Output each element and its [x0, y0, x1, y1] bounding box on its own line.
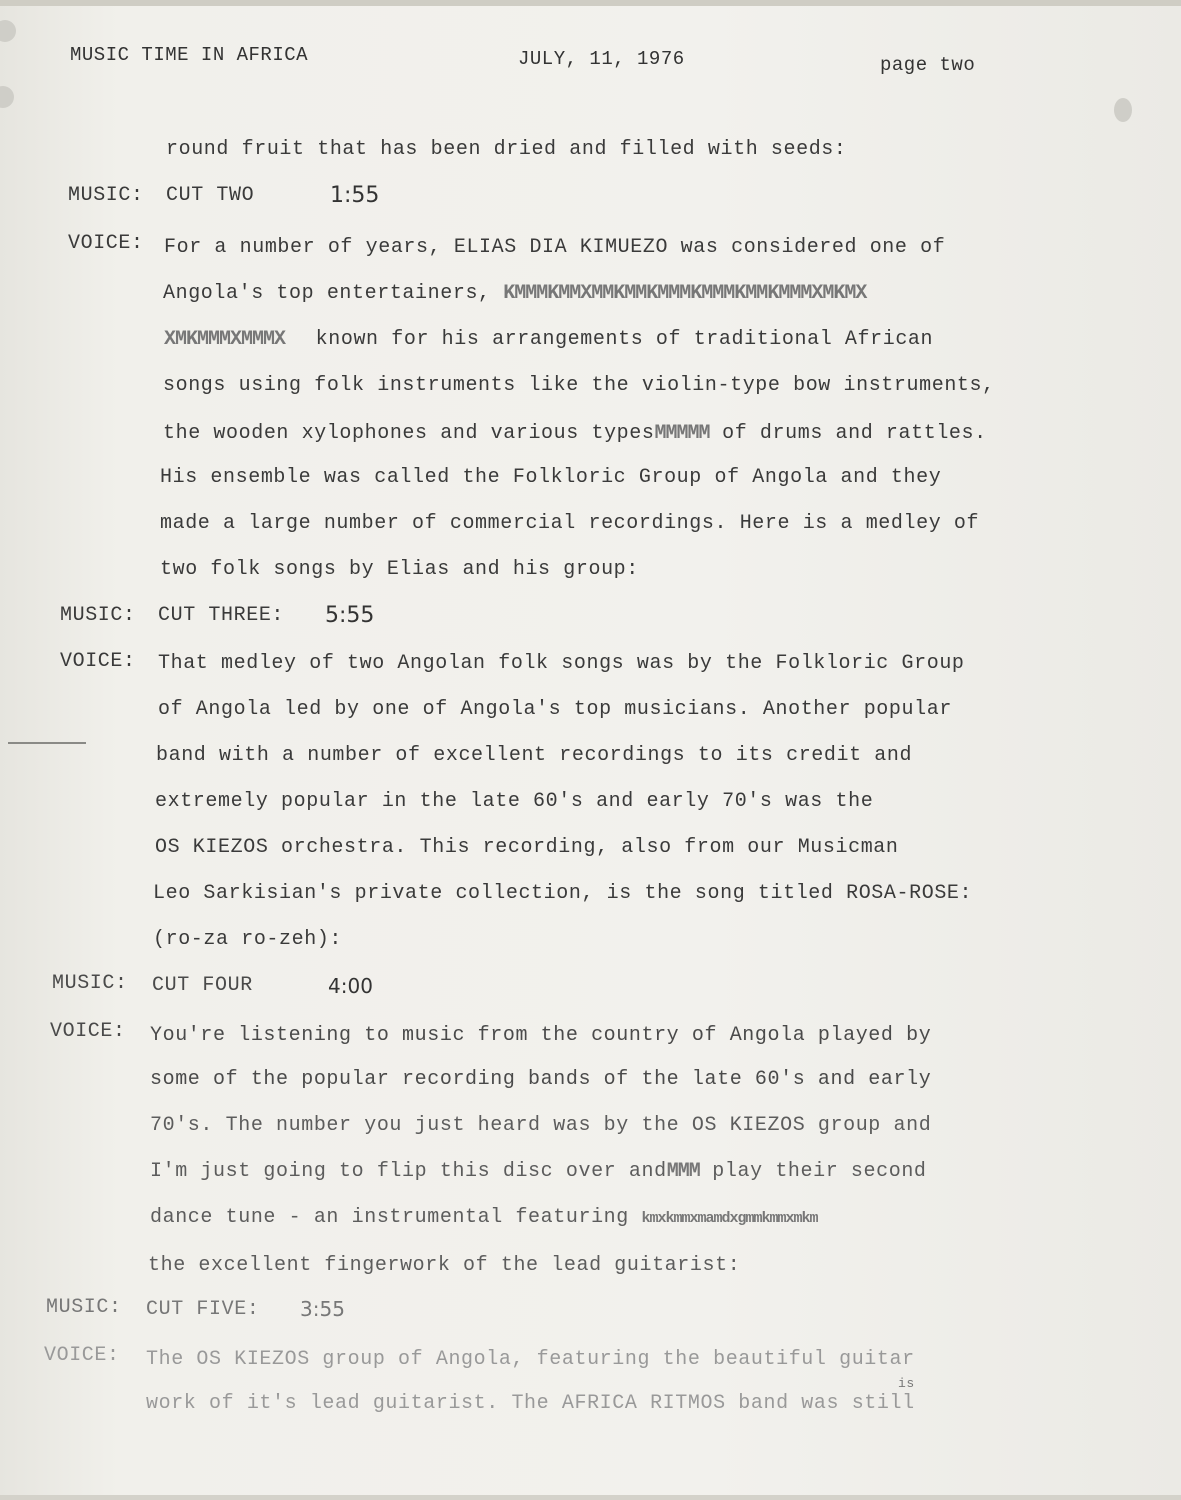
struck-out-text: MMMMM: [654, 422, 710, 445]
pencil-mark: [8, 742, 86, 744]
text-segment: I'm just going to flip this disc over and: [150, 1160, 667, 1183]
page-top-edge: [0, 0, 1181, 6]
text-line: [150, 1206, 818, 1229]
text-line: [150, 1160, 927, 1183]
punch-hole: [0, 20, 16, 42]
voice-label: VOICE:: [50, 1020, 126, 1043]
text-line: [163, 422, 987, 445]
voice-label: VOICE:: [44, 1344, 120, 1367]
music-duration: 4:00: [328, 974, 373, 998]
music-cut: CUT THREE:: [158, 604, 285, 627]
text-line: two folk songs by Elias and his group:: [160, 558, 639, 581]
text-line: [163, 282, 866, 305]
page-number: page two: [880, 54, 976, 76]
text-line: [164, 328, 933, 351]
music-duration: 3:55: [300, 1297, 345, 1321]
text-segment: Angola's top entertainers,: [163, 282, 491, 305]
music-label: MUSIC:: [46, 1296, 122, 1319]
text-line: of Angola led by one of Angola's top musicians. Another popular: [158, 698, 952, 721]
music-label: MUSIC:: [60, 604, 136, 627]
music-duration: 5:55: [325, 603, 375, 628]
text-line: The OS KIEZOS group of Angola, featuring the beautiful guitar: [146, 1348, 915, 1371]
punch-hole: [0, 86, 14, 108]
program-title: MUSIC TIME IN AFRICA: [70, 44, 309, 66]
text-line: made a large number of commercial recordings. Here is a medley of: [160, 512, 980, 535]
music-label: MUSIC:: [52, 972, 128, 995]
music-cut: CUT TWO: [166, 184, 255, 207]
text-line: 70's. The number you just heard was by the OS KIEZOS group and: [150, 1114, 932, 1137]
text-segment: known for his arrangements of traditional African: [315, 328, 934, 351]
voice-label: VOICE:: [60, 650, 136, 673]
text-line: work of it's lead guitarist. The AFRICA RITMOS band was still: [146, 1392, 915, 1415]
music-label: MUSIC:: [68, 184, 144, 207]
voice-label: VOICE:: [68, 232, 144, 255]
text-line: That medley of two Angolan folk songs was by the Folkloric Group: [158, 652, 965, 675]
text-line: the excellent fingerwork of the lead guitarist:: [148, 1254, 741, 1277]
text-line: His ensemble was called the Folkloric Group of Angola and they: [160, 466, 942, 489]
broadcast-date: JULY, 11, 1976: [518, 48, 685, 70]
struck-out-text: MMM: [666, 1160, 700, 1183]
text-line: some of the popular recording bands of the late 60's and early: [150, 1068, 932, 1091]
text-line: songs using folk instruments like the violin-type bow instruments,: [163, 374, 995, 397]
text-segment: the wooden xylophones and various types: [163, 422, 655, 445]
text-line: Leo Sarkisian's private collection, is the song titled ROSA-ROSE:: [153, 882, 973, 905]
text-segment: dance tune - an instrumental featuring: [150, 1206, 629, 1229]
text-line: OS KIEZOS orchestra. This recording, also from our Musicman: [155, 836, 899, 859]
text-segment: of drums and rattles.: [709, 422, 987, 445]
text-line: band with a number of excellent recordings to its credit and: [156, 744, 913, 767]
struck-out-text: kmxkmmxmamdxgmmkmmxmkm: [641, 1210, 818, 1227]
music-duration: 1:55: [330, 183, 380, 208]
text-line: You're listening to music from the country of Angola played by: [150, 1024, 932, 1047]
text-segment: play their second: [699, 1160, 927, 1183]
punch-hole: [1114, 98, 1132, 122]
music-cut: CUT FIVE:: [146, 1298, 260, 1321]
text-line: For a number of years, ELIAS DIA KIMUEZO was considered one of: [164, 236, 946, 259]
text-line: (ro-za ro-zeh):: [153, 928, 343, 951]
page-bottom-edge: [0, 1495, 1181, 1500]
text-line: extremely popular in the late 60's and early 70's was the: [155, 790, 874, 813]
music-cut: CUT FOUR: [152, 974, 253, 997]
handwritten-insertion: is: [898, 1376, 915, 1391]
struck-out-text: XMKMMMXMMMX: [164, 328, 286, 351]
text-line: round fruit that has been dried and filled with seeds:: [166, 138, 847, 161]
struck-out-text: KMMMKMMXMMKMMKMMMKMMMKMMKMMMXMKMX: [503, 282, 867, 305]
